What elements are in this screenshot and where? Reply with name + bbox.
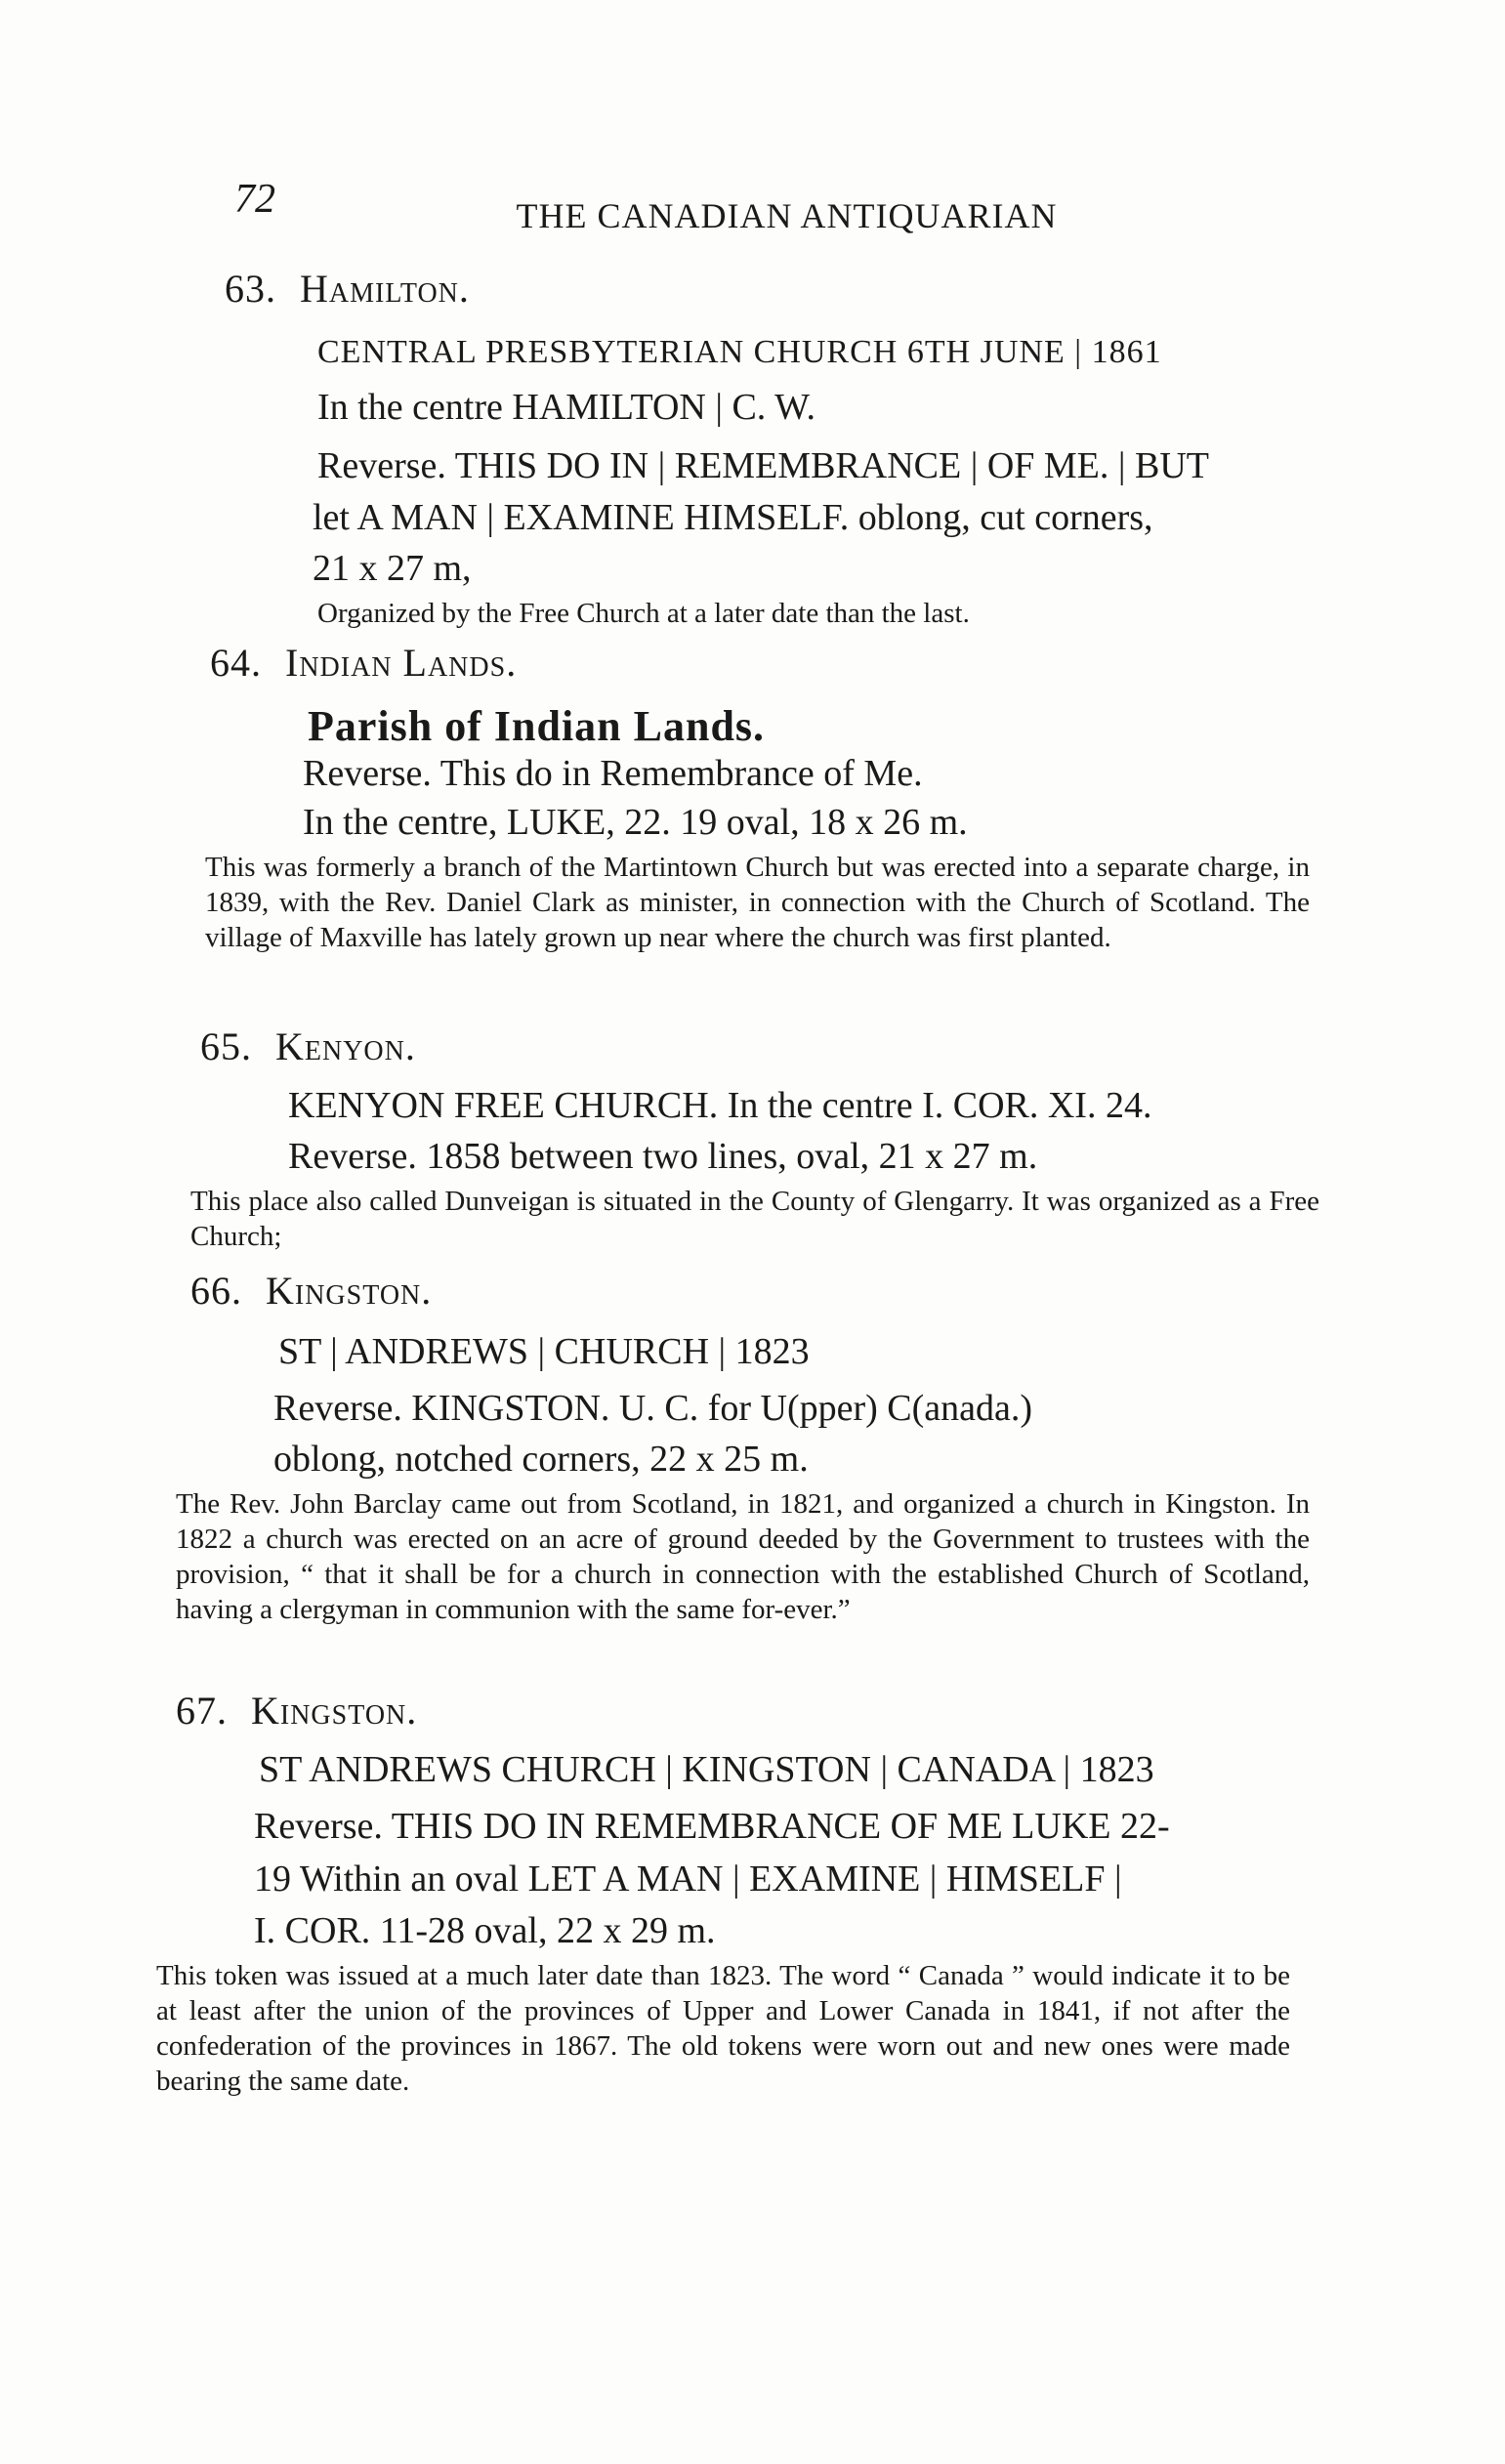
token-inscription: KENYON FREE CHURCH. In the centre I. COR. XI. 24. <box>288 1085 1152 1126</box>
token-inscription: let A MAN | EXAMINE HIMSELF. oblong, cut corners, <box>313 497 1153 538</box>
entry-place: Kingston. <box>266 1269 433 1313</box>
entry-number: 65. <box>200 1024 252 1068</box>
entry-number: 67. <box>176 1689 228 1733</box>
token-size: In the centre, LUKE, 22. 19 oval, 18 x 26 m. <box>303 802 968 843</box>
token-reverse: Reverse. THIS DO IN REMEMBRANCE OF ME LUKE 22- <box>254 1806 1170 1847</box>
token-size: 21 x 27 m, <box>313 548 472 589</box>
token-inscription: CENTRAL PRESBYTERIAN CHURCH 6TH JUNE | 1861 <box>317 334 1162 370</box>
entry-heading <box>210 640 517 686</box>
entry-heading <box>176 1688 417 1733</box>
page-number: 72 <box>234 177 275 222</box>
entry-place: Indian Lands. <box>285 641 518 685</box>
token-inscription: 19 Within an oval LET A MAN | EXAMINE | HIMSELF | <box>254 1858 1122 1900</box>
token-reverse: Reverse. This do in Remembrance of Me. <box>303 753 923 794</box>
entry-note: This place also called Dunveigan is situated in the County of Glengarry. It was organized as a Free Church; <box>190 1186 1319 1252</box>
token-reverse: Reverse. THIS DO IN | REMEMBRANCE | OF ME. | BUT <box>317 445 1210 486</box>
token-inscription: ST ANDREWS CHURCH | KINGSTON | CANADA | 1823 <box>259 1749 1154 1790</box>
entry-note: This was formerly a branch of the Martintown Church but was erected into a separate charge, in 1839, with the Rev. Daniel Clark as minister, in connection with the Church of Scotland. The village of Maxville has lately grown up near where the church was first planted. <box>205 852 1310 953</box>
token-size: oblong, notched corners, 22 x 25 m. <box>273 1439 809 1480</box>
entry-number: 64. <box>210 641 262 685</box>
entry-number: 63. <box>225 267 276 311</box>
entry-note: This token was issued at a much later date than 1823. The word “ Canada ” would indicate it to be at least after the union of the provinces of Upper and Lower Canada in 1841, if not after the confederation of the provinces in 1867. The old tokens were worn out and new ones were made bearing the same date. <box>156 1960 1290 2097</box>
entry-note: The Rev. John Barclay came out from Scotland, in 1821, and organized a church in Kingston. In 1822 a church was erected on an acre of ground deeded by the Government to trustees with the provision, “ that it shall be for a church in connection with the established Church of Scotland, having a clergyman in communion with the same for-ever.” <box>176 1488 1310 1625</box>
entry-number: 66. <box>190 1269 242 1313</box>
entry-heading <box>190 1268 432 1314</box>
entry-place: Hamilton. <box>300 267 470 311</box>
token-reverse: Reverse. 1858 between two lines, oval, 21 x 27 m. <box>288 1136 1038 1177</box>
running-title: THE CANADIAN ANTIQUARIAN <box>516 196 1058 235</box>
token-inscription: Parish of Indian Lands. <box>308 702 766 750</box>
entry-heading <box>225 266 470 312</box>
token-reverse: Reverse. KINGSTON. U. C. for U(pper) C(anada.) <box>273 1388 1033 1429</box>
entry-note: Organized by the Free Church at a later date than the last. <box>317 598 970 629</box>
token-inscription: ST | ANDREWS | CHURCH | 1823 <box>278 1331 810 1372</box>
entry-heading <box>200 1023 416 1069</box>
token-inscription: In the centre HAMILTON | C. W. <box>317 387 815 428</box>
token-size: I. COR. 11-28 oval, 22 x 29 m. <box>254 1910 716 1951</box>
entry-place: Kenyon. <box>275 1024 416 1068</box>
entry-place: Kingston. <box>251 1689 418 1733</box>
